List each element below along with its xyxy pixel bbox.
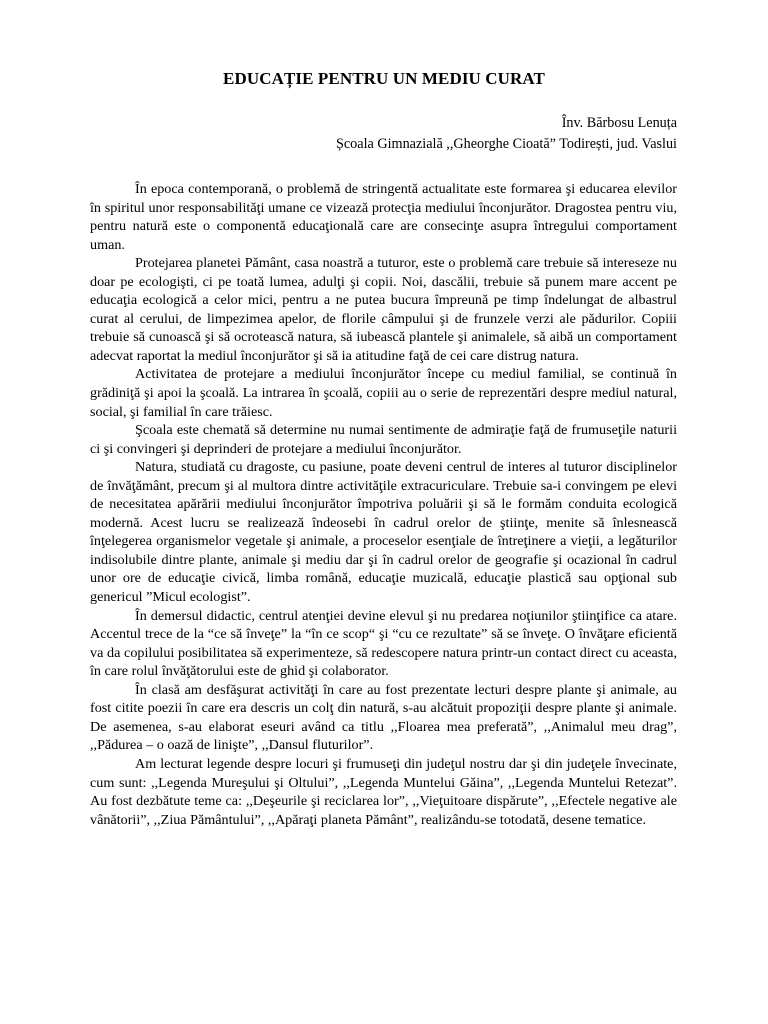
- document-title: EDUCAȚIE PENTRU UN MEDIU CURAT: [223, 69, 545, 88]
- paragraph: În clasă am desfăşurat activităţi în care au fost prezentate lecturi despre plante şi animale, au fost citite poezii în care era descris un colţ din natură, s-au alcătuit propoziţii despre plante şi animale. De asemenea, s-au elaborat eseuri având ca titlu ,,Floarea mea preferată”, ,,Animalul meu drag”, ,,Pădurea – o oază de linişte”, ,,Dansul fluturilor”.: [90, 681, 677, 754]
- author-block: [336, 113, 677, 155]
- paragraph: Şcoala este chemată să determine nu numai sentimente de admiraţie faţă de frumuseţile naturii ci şi convingeri şi deprinderi de protejare a mediului înconjurător.: [90, 422, 677, 457]
- author-name: Înv. Bărbosu Lenuța: [561, 115, 677, 131]
- paragraph: În epoca contemporană, o problemă de stringentă actualitate este formarea şi educarea elevilor în spiritul unor responsabilităţi umane ce vizează protecţia mediului înconjurător. Dragostea pentru viu, pentru natură este o componentă educaţională care are consecinţe asupra întregului comportament uman.: [90, 181, 677, 253]
- paragraph: Protejarea planetei Pământ, casa noastră a tuturor, este o problemă care trebuie să intereseze nu doar pe ecologişti, ci pe toată lumea, adulţi şi copii. Noi, dascălii, trebuie să punem mare accent pe educaţia ecologică a celor mici, pentru a ne putea bucura împreună pe timp îndelungat de albastrul curat al cerului, de limpezimea apelor, de florile câmpului şi de frunzele verzi ale pădurilor. Copiii trebuie să cunoască şi să ocrotească natura, să iubească plantele şi animalele, să aibă un comportament adecvat raportat la mediul înconjurător şi să ia atitudine faţă de cei care distrug natura.: [90, 255, 677, 364]
- paragraph: În demersul didactic, centrul atenţiei devine elevul şi nu predarea noţiunilor ştiinţifice ca atare. Accentul trece de la “ce să înveţe” la “în ce scop“ şi “cu ce rezultate” să se înveţe. O învăţare eficientă va da copilului posibilitatea să experimenteze, să redescopere natura printr-un contact direct cu aceasta, în care rolul învăţătorului este de ghid şi colaborator.: [90, 607, 677, 680]
- paragraph: Natura, studiată cu dragoste, cu pasiune, poate deveni centrul de interes al tuturor disciplinelor de învăţământ, precum şi al multora dintre activităţile extracuriculare. Trebuie sa-i convingem pe elevi de necesitatea apărării mediului înconjurător împotriva poluării şi să le formăm conduita ecologică modernă. Acest lucru se realizează îndeosebi în cadrul orelor de ştiinţe, menite să înlesnească înţelegerea organismelor vegetale şi animale, a proceselor esenţiale de întreţinere a vieţii, a legăturilor indisolubile dintre plante, animale şi mediu dar şi în cadrul orelor de geografie şi ocazional în cadrul unor ore de educaţie civică, limba română, educaţie muzicală, educaţie plastică sau opţional sub genericul ”Micul ecologist”.: [90, 459, 677, 606]
- document-body: [90, 180, 677, 829]
- paragraph: Am lecturat legende despre locuri şi frumuseţi din judeţul nostru dar şi din judeţele învecinate, cum sunt: ,,Legenda Mureşului şi Oltului”, ,,Legenda Muntelui Găina”, ,,Legenda Muntelui Retezat”. Au fost dezbătute teme ca: ,,Deşeurile şi reciclarea lor”, ,,Vieţuitoare dispărute”, ,,Efectele negative ale vânătorii”, ,,Ziua Pământului”, ,,Apăraţi planeta Pământ”, realizându-se totodată, desene tematice.: [90, 755, 677, 828]
- paragraph: Activitatea de protejare a mediului înconjurător începe cu mediul familial, se continuă în grădiniţă şi apoi la şcoală. La intrarea în şcoală, copiii au o serie de reprezentări despre mediul natural, social, şi familial în care trăiesc.: [90, 366, 677, 420]
- school-name: Școala Gimnazială ,,Gheorghe Cioată” Todirești, jud. Vaslui: [335, 136, 677, 152]
